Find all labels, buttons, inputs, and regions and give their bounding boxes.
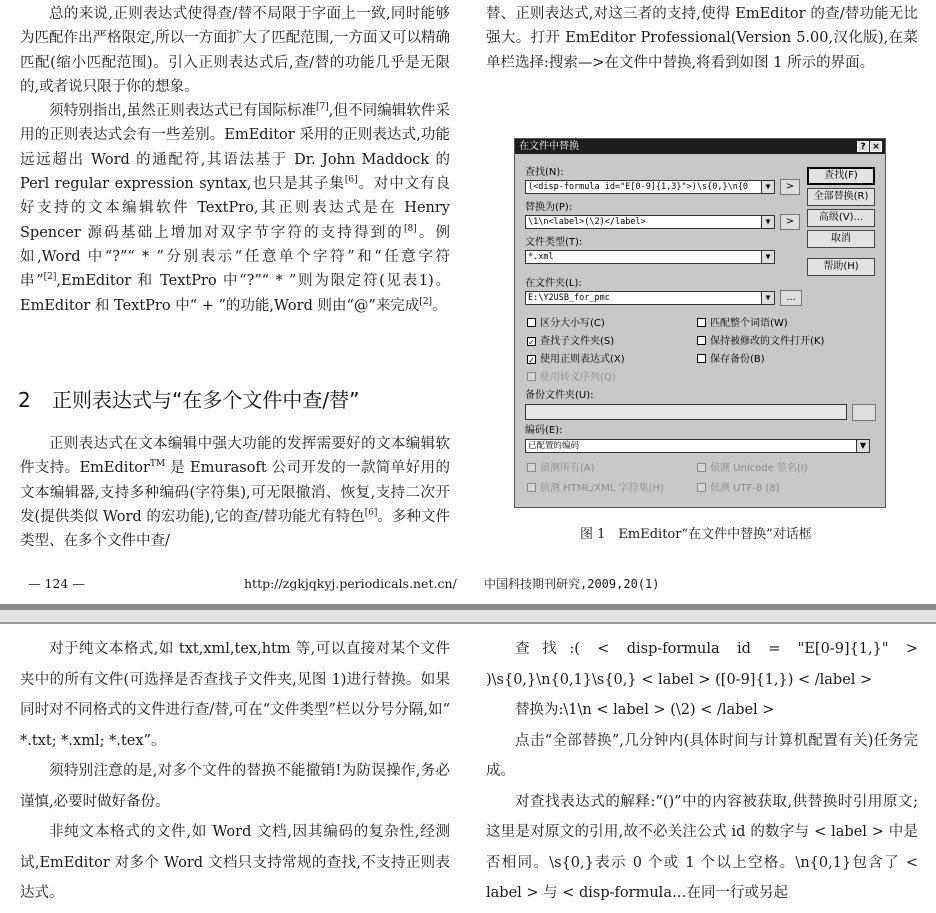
text: 。例如,Word 中“?”“ * ”分别表示“任意单个字符”和“任意字符串”	[20, 224, 450, 290]
citation-ref: [6]	[344, 175, 358, 186]
titlebar-buttons	[857, 141, 882, 152]
match-case-checkbox[interactable]	[527, 318, 605, 330]
paragraph: 对于纯文本格式,如 txt,xml,tex,htm 等,可以直接对某个文件夹中的所有文件(可选择是否查找子文件夹,见图 1)进行替换。如果同时对不同格式的文件进行查/替,可在“文件类型”栏以分号分隔,如“ *.txt; *.xml; *.tex”。	[20, 641, 450, 749]
paragraph: 替、正则表达式,对这三者的支持,使得 EmEditor 的查/替功能无比强大。打开 EmEditor Professional(Version 5.00,汉化版),在菜单栏选择:搜索—>在文件中替换,将看到如图 1 所示的界面。	[486, 6, 918, 71]
checkbox-box	[527, 483, 536, 492]
checkbox-label: 使用转义序列(Q)	[540, 372, 616, 383]
dialog-title: 在文件中替换	[519, 141, 579, 152]
folder-label: 在文件夹(L):	[525, 278, 582, 289]
citation-ref: [2]	[419, 296, 433, 307]
checkbox-box	[527, 372, 536, 381]
text: 正则表达式在文本编辑中强大功能的发挥需要好的文本编辑软件支持。EmEditor	[20, 436, 450, 477]
encoding-value: 已配置的编码	[528, 441, 580, 451]
text: 。	[432, 297, 447, 314]
filetype-value: *.xml	[528, 252, 554, 262]
section-title: 正则表达式与“在多个文件中查/替”	[52, 388, 360, 412]
page-bottom	[0, 624, 936, 913]
advanced-button[interactable]: 高级(V)...	[807, 209, 875, 227]
citation-ref: [7]	[316, 102, 329, 113]
paragraph: 对查找表达式的解释:“()”中的内容被获取,供替换时引用原文;这里是对原文的引用,故不必关注公式 id 的数字与 < label > 中是否相同。\s{0,}表示 0 个或 1 个以上空格。\n{0,1}包含了 < label > 与 < disp-formula…在同一行或另起	[486, 793, 918, 901]
regex-checkbox[interactable]	[527, 354, 625, 366]
checkbox-label: 区分大小写(C)	[540, 318, 605, 329]
paragraph	[20, 432, 450, 553]
checkbox-box[interactable]	[697, 318, 706, 327]
replace-menu-button[interactable]: >	[780, 214, 800, 230]
left-column-bottom	[20, 432, 450, 553]
citation-ref: [6]	[364, 508, 378, 519]
paragraph: 须特别注意的是,对多个文件的替换不能撤销!为防误操作,务必谨慎,必要时做好备份。	[20, 763, 450, 810]
close-icon[interactable]: ×	[870, 141, 882, 152]
find-menu-button[interactable]: >	[780, 179, 800, 195]
checkbox-box	[697, 463, 706, 472]
escape-sequence-checkbox	[527, 372, 616, 384]
checkbox-label: 侦测 Unicode 签名(I)	[710, 463, 808, 474]
detect-unicode-checkbox	[697, 463, 808, 475]
backup-browse-button	[852, 404, 876, 421]
checkbox-label: 侦测所有(A)	[540, 463, 595, 474]
check-icon[interactable]: ✓	[528, 356, 535, 365]
chevron-down-icon[interactable]: ▼	[856, 440, 869, 452]
text: 。多种文件类型、在多个文件中查/	[20, 508, 450, 550]
find-input[interactable]	[525, 180, 775, 194]
checkbox-label: 查找子文件夹(S)	[540, 336, 615, 347]
browse-button[interactable]: ...	[780, 290, 802, 306]
page-gap	[0, 610, 936, 622]
left-column-top	[20, 2, 450, 318]
text: 是 Emurasoft 公司开发的一款简单好用的文本编辑器,支持多种编码(字符集),可无限撤消、恢复,支持二次开发(提供类似 Word 的宏功能),它的查/替功能尤有特色	[20, 460, 450, 525]
left-column	[20, 634, 450, 909]
checkbox-label: 侦测 UTF-8 (8)	[710, 483, 780, 494]
citation-ref: [8]	[403, 223, 417, 234]
paragraph	[20, 99, 450, 318]
text: 。对中文有良好支持的文本编辑软件 TextPro,其正则表达式是在 Henry Spencer 源码基础上增加对双字节字符的支持得到的	[20, 176, 450, 241]
section-number: 2	[18, 388, 31, 412]
cancel-button[interactable]: 取消	[807, 230, 875, 248]
replace-in-files-dialog	[514, 138, 886, 508]
checkbox-label: 侦测 HTML/XML 字符集(H)	[540, 483, 664, 494]
text: ,EmEditor 和 TextPro 中“?”“ * ”则为限定符(见表1)。EmEditor 和 TextPro 中“ + ”的功能,Word 则由“@”来完成	[20, 273, 450, 314]
replace-all-button[interactable]: 全部替换(R)	[807, 188, 875, 206]
paragraph: 查找:( < disp-formula id = "E[0-9]{1,}" > )\s{0,}\n{0,1}\s{0,} < label > ([0-9]{1,}) < /label >	[486, 641, 918, 688]
backup-folder-input	[525, 404, 847, 420]
checkbox-label: 保持被修改的文件打开(K)	[710, 336, 825, 347]
checkbox-label: 保存备份(B)	[710, 354, 765, 365]
right-column-top	[486, 2, 918, 75]
figure-caption: 图 1 EmEditor“在文件中替换”对话框	[580, 527, 812, 542]
journal-citation: 中国科技期刊研究,2009,20(1)	[484, 577, 660, 591]
checkbox-label: 匹配整个词语(W)	[710, 318, 788, 329]
filetype-input[interactable]	[525, 250, 775, 264]
checkbox-box[interactable]	[697, 336, 706, 345]
subfolders-checkbox[interactable]	[527, 336, 614, 348]
paragraph: 点击“全部替换”,几分钟内(具体时间与计算机配置有关)任务完成。	[486, 732, 918, 779]
checkbox-label: 使用正则表达式(X)	[540, 354, 625, 365]
detect-utf8-checkbox	[697, 483, 780, 495]
dialog-titlebar	[515, 139, 885, 154]
keep-open-checkbox[interactable]	[697, 336, 824, 348]
paragraph: 总的来说,正则表达式使得查/替不局限于字面上一致,同时能够为匹配作出严格限定,所以一方面扩大了匹配范围,一方面又可以精确匹配(缩小匹配范围)。引入正则表达式后,查/替的功能几乎是无限的,或者说只限于你的想象。	[20, 6, 450, 95]
trademark: TM	[149, 459, 166, 470]
replace-value: \1\n<label>(\2)</label>	[528, 217, 646, 227]
chevron-down-icon[interactable]: ▼	[761, 216, 774, 228]
backup-checkbox[interactable]	[697, 354, 765, 366]
paragraph: 非纯文本格式的文件,如 Word 文档,因其编码的复杂性,经测试,EmEditor 对多个 Word 文档只支持常规的查找,不支持正则表达式。	[20, 824, 450, 901]
paragraph: 替换为:\1\n < label > (\2) < /label >	[515, 702, 775, 718]
check-icon[interactable]: ✓	[528, 338, 535, 347]
chevron-down-icon[interactable]: ▼	[761, 251, 774, 263]
replace-label: 替换为(P):	[525, 202, 573, 213]
checkbox-box	[697, 483, 706, 492]
find-button[interactable]: 查找(F)	[807, 167, 875, 185]
page-number: — 124 —	[28, 576, 85, 591]
citation-ref: [2]	[43, 272, 57, 283]
detect-html-checkbox	[527, 483, 664, 495]
encoding-select[interactable]	[525, 439, 870, 453]
folder-value: E:\Y2USB_for_pmc	[528, 293, 610, 303]
text: ,但不同编辑软件采用的正则表达式会有一些差别。EmEditor 采用的正则表达式,功能远远超出 Word 的通配符,其语法基于 Dr. John Maddock 的 Perl regular expression syntax,也只是其子集	[20, 103, 451, 193]
chevron-down-icon[interactable]: ▼	[761, 181, 774, 193]
checkbox-box[interactable]	[697, 354, 706, 363]
journal-url: http://zgkjqkyj.periodicals.net.cn/	[244, 576, 457, 591]
find-value: (<disp-formula id="E[0-9]{1,3}">)\s{0,}\n{0	[528, 182, 749, 192]
folder-input[interactable]	[525, 291, 775, 305]
encoding-label: 编码(E):	[525, 425, 563, 436]
replace-input[interactable]	[525, 215, 775, 229]
help-icon[interactable]: ?	[857, 141, 869, 152]
section-heading	[18, 386, 468, 414]
text: 须特别指出,虽然正则表达式已有国际标准	[49, 103, 317, 120]
checkbox-box	[527, 463, 536, 472]
backup-folder-label: 备份文件夹(U):	[525, 390, 594, 401]
whole-word-checkbox[interactable]	[697, 318, 788, 330]
filetype-label: 文件类型(T):	[525, 237, 583, 248]
right-column	[486, 634, 918, 909]
find-label: 查找(N):	[525, 167, 564, 178]
chevron-down-icon[interactable]: ▼	[761, 292, 774, 304]
detect-all-checkbox	[527, 463, 595, 475]
checkbox-box[interactable]	[527, 318, 536, 327]
help-button[interactable]: 帮助(H)	[807, 258, 875, 276]
